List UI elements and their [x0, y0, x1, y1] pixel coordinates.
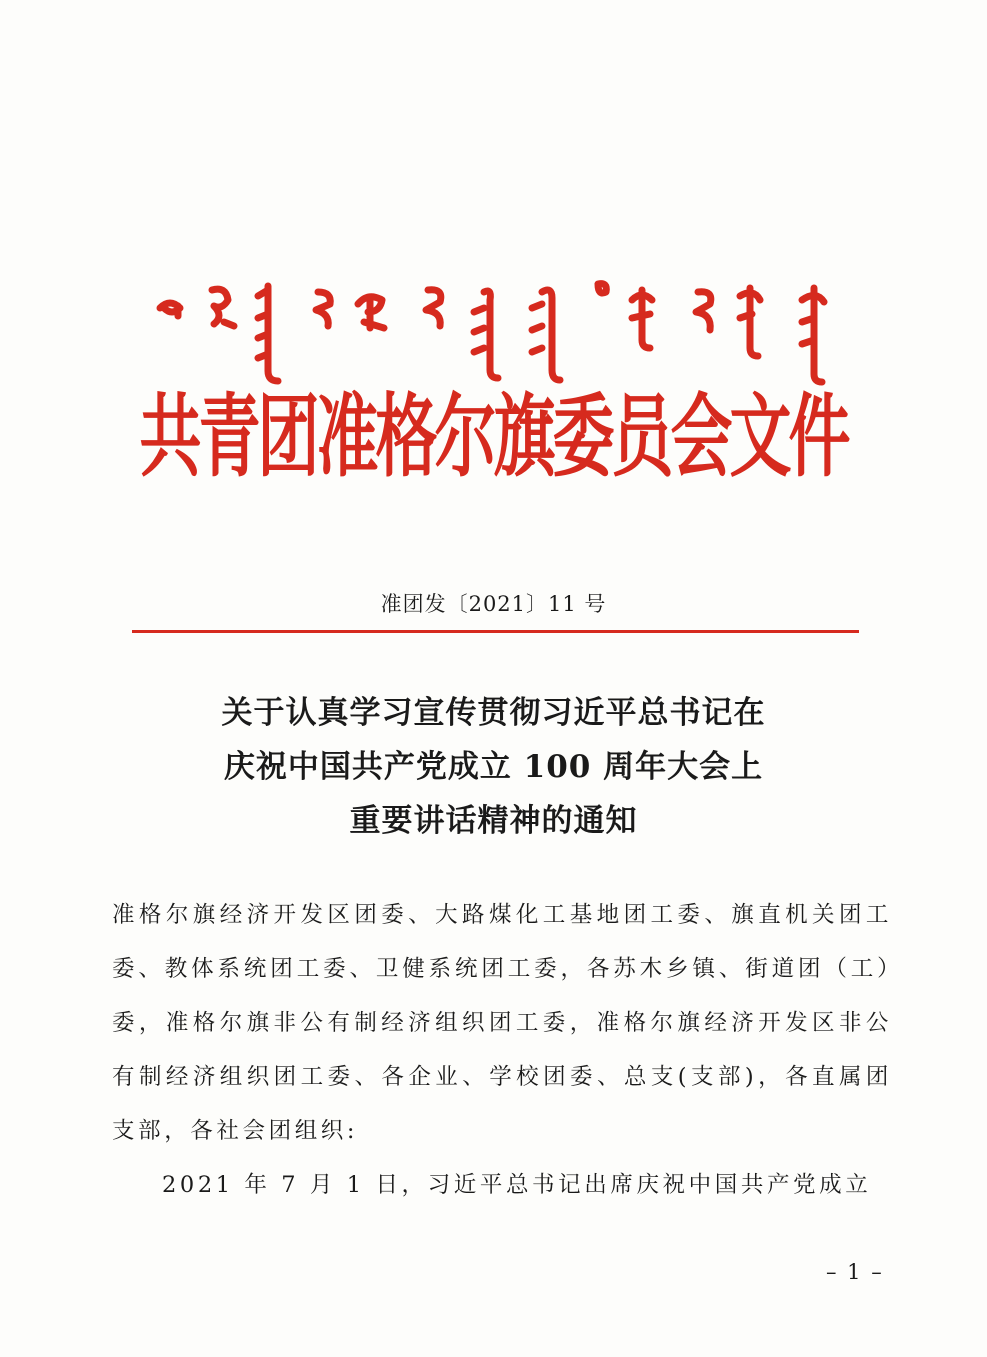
mongolian-logo-graphic	[150, 278, 850, 388]
body-text	[112, 888, 892, 1212]
title-line-1: 关于认真学习宣传贯彻习近平总书记在	[221, 695, 766, 731]
page-number: – 1 –	[826, 1260, 884, 1284]
document-number: 准团发〔2021〕11 号	[380, 592, 607, 616]
mongolian-script-heading	[150, 278, 850, 388]
body-paragraph-1: 2021 年 7 月 1 日，习近平总书记出席庆祝中国共产党成立	[162, 1172, 872, 1198]
red-divider-line	[132, 630, 859, 633]
title-line-2: 庆祝中国共产党成立 100 周年大会上	[223, 749, 764, 785]
masthead-title: 共青团准格尔旗委员会文件	[139, 383, 848, 490]
recipients-paragraph: 准格尔旗经济开发区团委、大路煤化工基地团工委、旗直机关团工委、教体系统团工委、卫健系统团工委，各苏木乡镇、街道团（工）委，准格尔旗非公有制经济组织团工委，准格尔旗经济开发区非公有制经济组织团工委、各企业、学校团委、总支(支部)，各直属团支部，各社会团组织:	[112, 902, 892, 1144]
title-line-3: 重要讲话精神的通知	[349, 803, 638, 839]
notice-title	[0, 686, 987, 848]
